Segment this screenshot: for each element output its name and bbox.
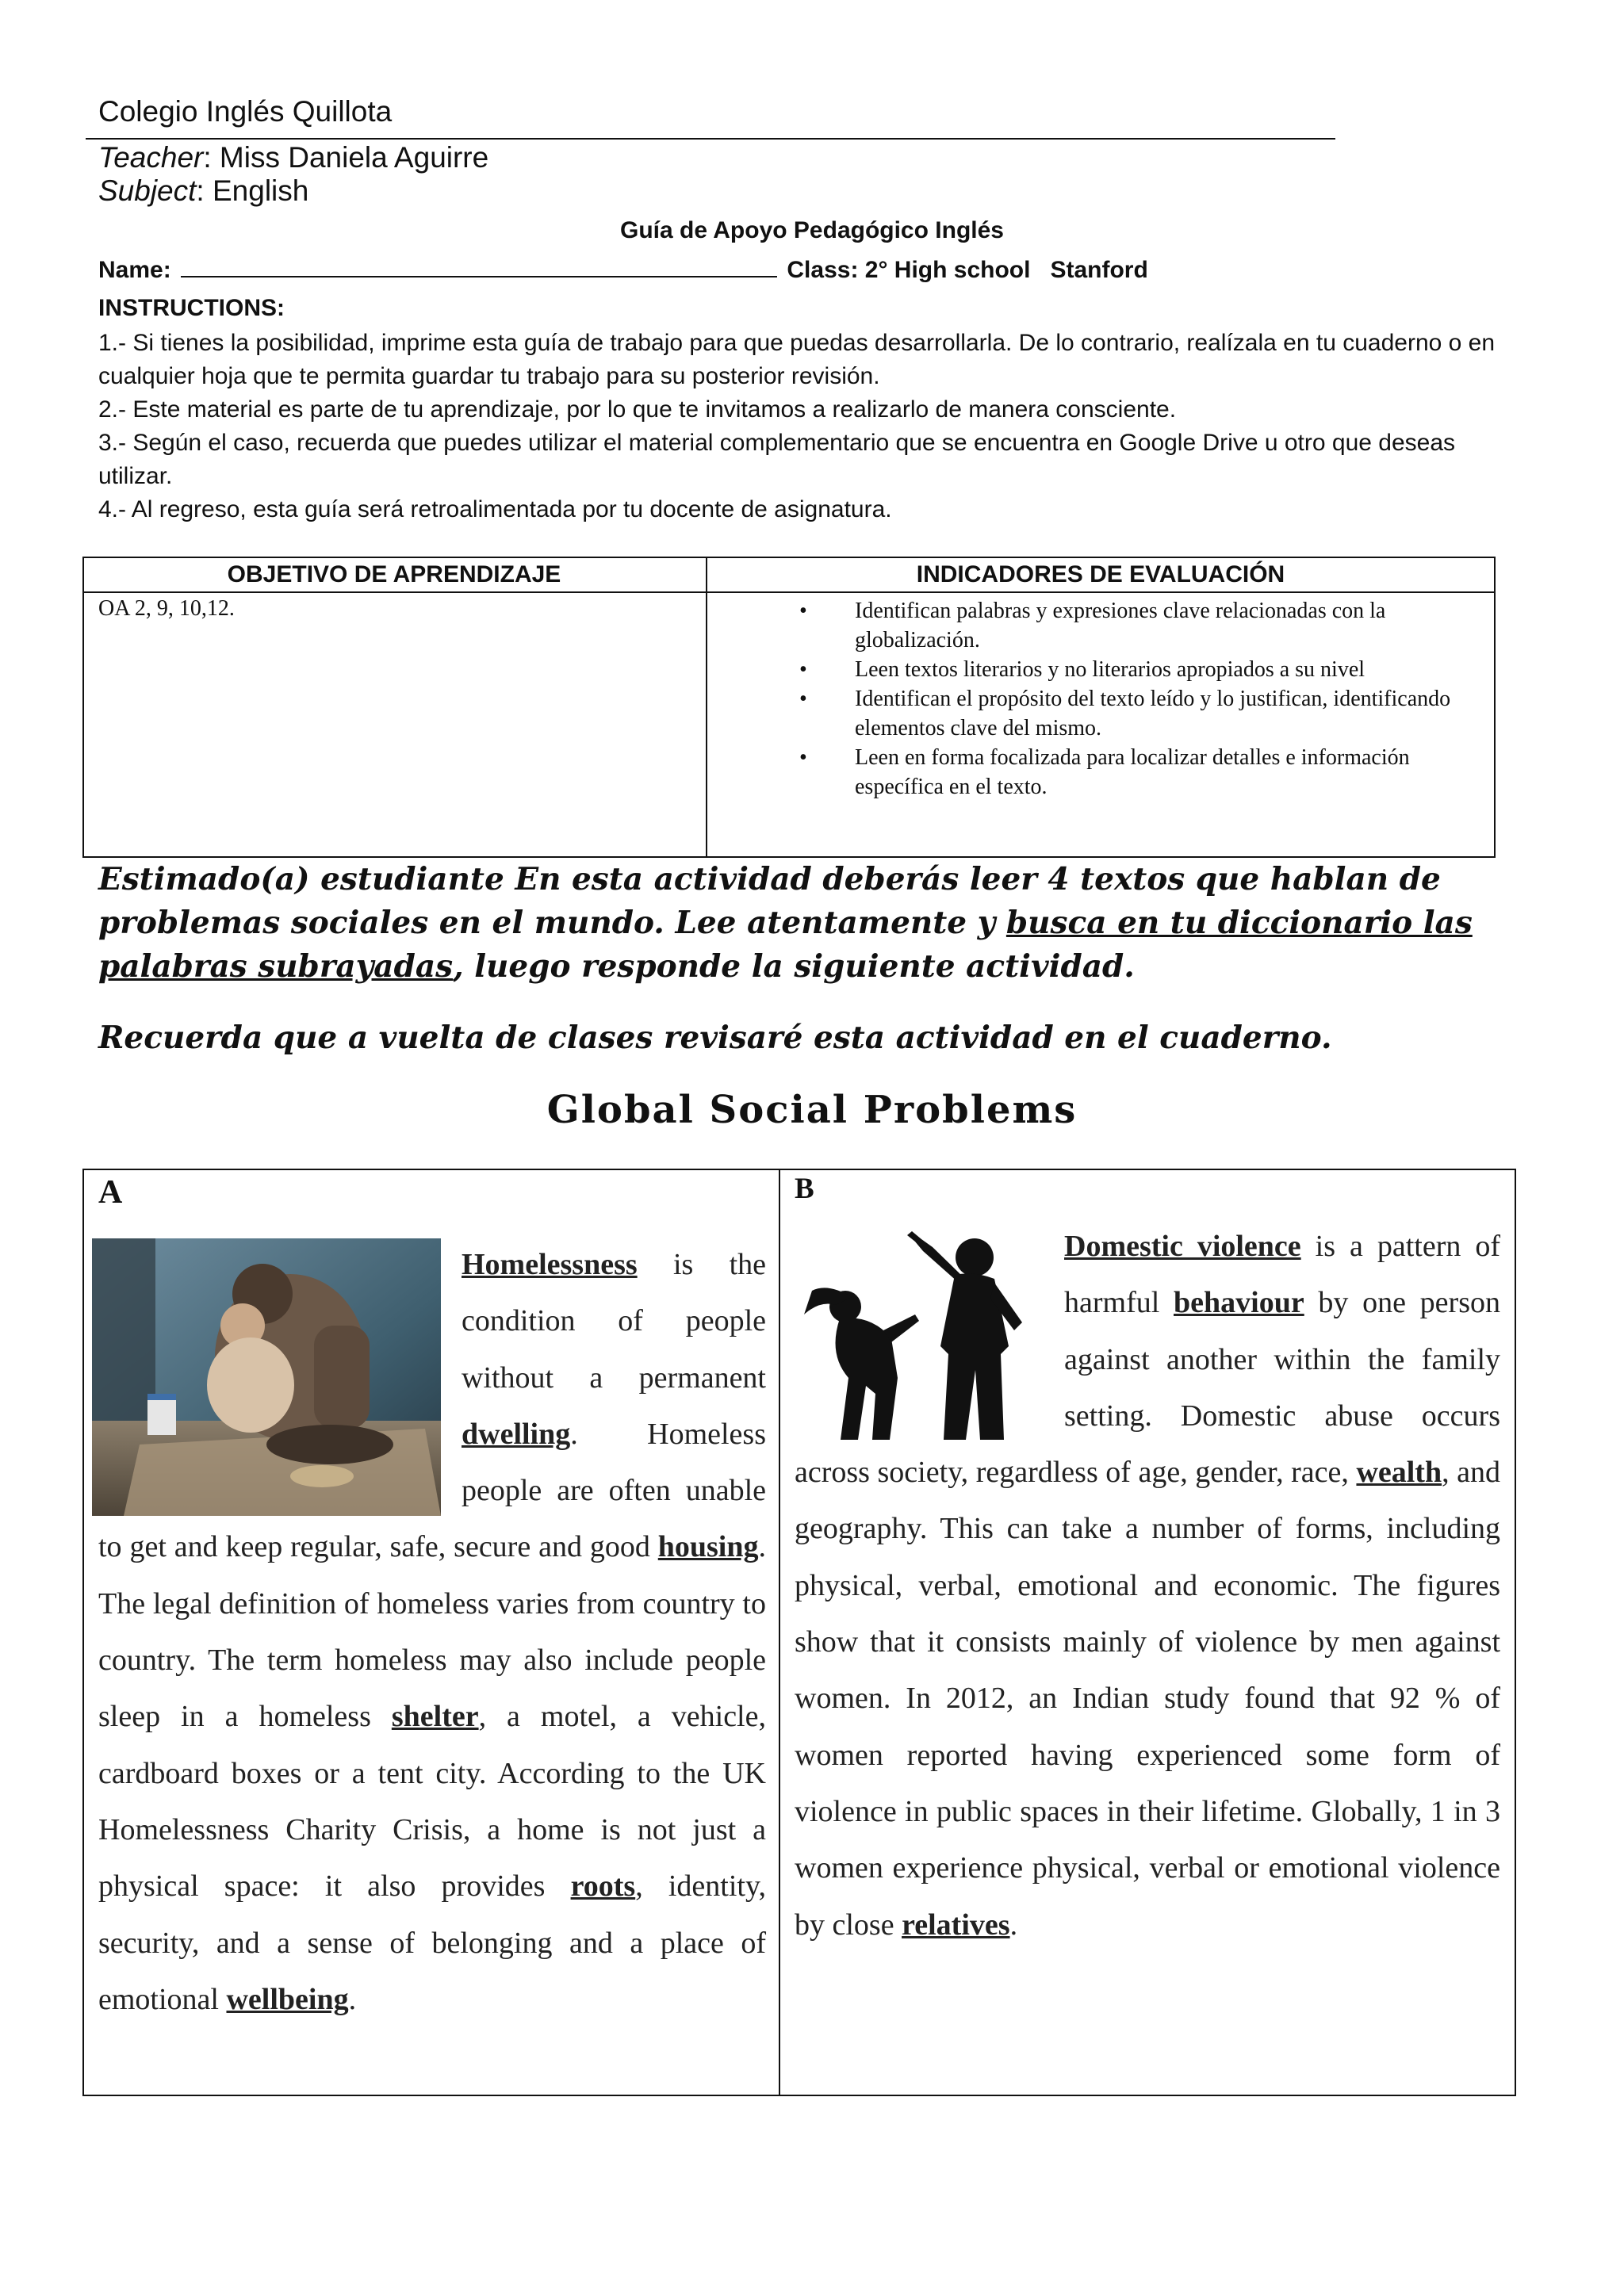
text-segment: is a pattern of harmful bbox=[1064, 1230, 1500, 1320]
intro-text: Estimado(a) estudiante En esta actividad deberás leer 4 textos que hablan de problemas sociales en el mundo. Lee atentamente y bbox=[98, 861, 1441, 941]
objectives-header-divider bbox=[82, 591, 1496, 593]
text-segment: , and geography. This can take a number of forms, including physical, verbal, emotional and economic. The figures show that it consists mainly of violence by men against women. In 2012, an Indian study found that 92 % of women reported having experienced some form of violence in public spaces in their lifetime. Globally, 1 in 3 women experience physical, verbal or emotional violence by close bbox=[795, 1456, 1500, 1942]
vocab-word: roots bbox=[570, 1869, 636, 1904]
vocab-word: shelter bbox=[391, 1700, 479, 1734]
image-a-spacer bbox=[98, 1237, 462, 1518]
indicator-item: • Identifican el propósito del texto leído y lo justifican, identificando elementos clave del mismo. bbox=[793, 684, 1491, 743]
vocab-word: dwelling bbox=[462, 1417, 571, 1451]
class-label: Class: 2° High school Stanford bbox=[787, 257, 1148, 283]
text-b-letter: B bbox=[795, 1173, 814, 1205]
text-b-domestic-violence bbox=[795, 1219, 1500, 1954]
header-divider bbox=[86, 138, 1335, 140]
text-a-letter: A bbox=[98, 1174, 123, 1211]
indicator-item: • Leen en forma focalizada para localizar detalles e información específica en el texto. bbox=[793, 743, 1491, 802]
vocab-word: Domestic violence bbox=[1064, 1230, 1301, 1263]
instruction-item: 1.- Si tienes la posibilidad, imprime esta guía de trabajo para que puedas desarrollarla. De lo contrario, realízala en tu cuaderno o en cualquier hoja que te permita guardar tu trabajo para su posterior revisión. bbox=[98, 330, 1496, 389]
objective-value: OA 2, 9, 10,12. bbox=[98, 596, 235, 621]
name-blank-field[interactable] bbox=[181, 255, 777, 277]
indicators-list bbox=[793, 596, 1491, 802]
instruction-item: 4.- Al regreso, esta guía será retroalimentada por tu docente de asignatura. bbox=[98, 496, 892, 522]
main-title: Global Social Problems bbox=[546, 1088, 1078, 1132]
intro-underlined: busca en tu diccionario las palabras subrayadas bbox=[98, 905, 1473, 985]
text-segment: is the condition of people without a permanent bbox=[462, 1248, 766, 1395]
indicator-item: • Leen textos literarios y no literarios apropiados a su nivel bbox=[793, 655, 1491, 684]
text-segment: . bbox=[348, 1982, 357, 2016]
name-class-line bbox=[98, 255, 1148, 284]
image-b-spacer bbox=[795, 1219, 1064, 1434]
instructions-title: INSTRUCTIONS: bbox=[98, 295, 285, 321]
guide-title: Guía de Apoyo Pedagógico Inglés bbox=[620, 217, 1004, 243]
indicators-header: INDICADORES DE EVALUACIÓN bbox=[916, 561, 1285, 587]
text-segment: by one person against another within the family setting. Domestic abuse occurs across society, regardless of age, gender, race, bbox=[795, 1286, 1500, 1490]
text-a-homelessness bbox=[98, 1237, 766, 2028]
instruction-item: 2.- Este material es parte de tu aprendizaje, por lo que te invitamos a realizarlo de manera consciente. bbox=[98, 396, 1177, 423]
teacher-label: Teacher bbox=[98, 141, 204, 174]
vocab-word: Homelessness bbox=[462, 1248, 638, 1281]
text-segment: , a motel, a vehicle, cardboard boxes or a tent city. According to the UK Homelessness Charity Crisis, a home is not just a physical space: it also provides bbox=[98, 1700, 766, 1904]
vocab-word: behaviour bbox=[1174, 1286, 1304, 1320]
name-label: Name: bbox=[98, 257, 171, 283]
intro-paragraph bbox=[98, 858, 1549, 989]
text-segment: . The legal definition of homeless varies from country to country. The term homeless may also include people sleep in a homeless bbox=[98, 1530, 766, 1734]
indicator-item: • Identifican palabras y expresiones clave relacionadas con la globalización. bbox=[793, 596, 1491, 655]
objectives-header: OBJETIVO DE APRENDIZAJE bbox=[227, 561, 561, 587]
school-name: Colegio Inglés Quillota bbox=[98, 95, 393, 128]
subject-value: : English bbox=[196, 174, 309, 207]
objectives-column-divider bbox=[706, 557, 707, 858]
instructions-list bbox=[98, 327, 1534, 526]
vocab-word: housing bbox=[657, 1530, 759, 1564]
teacher-line bbox=[98, 141, 488, 174]
instruction-item: 3.- Según el caso, recuerda que puedes utilizar el material complementario que se encuentra en Google Drive u otro que deseas utilizar. bbox=[98, 430, 1456, 489]
teacher-value: : Miss Daniela Aguirre bbox=[203, 141, 489, 174]
vocab-word: wellbeing bbox=[226, 1982, 349, 2016]
reminder-text: Recuerda que a vuelta de clases revisaré esta actividad en el cuaderno. bbox=[98, 1020, 1332, 1056]
text-segment: . bbox=[1009, 1908, 1018, 1942]
vocab-word: relatives bbox=[902, 1908, 1010, 1942]
text-segment: . Homeless people are often unable to get and keep regular, safe, secure and good bbox=[98, 1417, 766, 1564]
reading-column-divider bbox=[779, 1169, 780, 2096]
subject-label: Subject bbox=[98, 174, 197, 207]
vocab-word: wealth bbox=[1356, 1456, 1442, 1490]
intro-text-end: , luego responde la siguiente actividad. bbox=[453, 948, 1135, 985]
text-segment: , identity, security, and a sense of belonging and a place of emotional bbox=[98, 1869, 766, 2016]
subject-line bbox=[98, 174, 308, 208]
